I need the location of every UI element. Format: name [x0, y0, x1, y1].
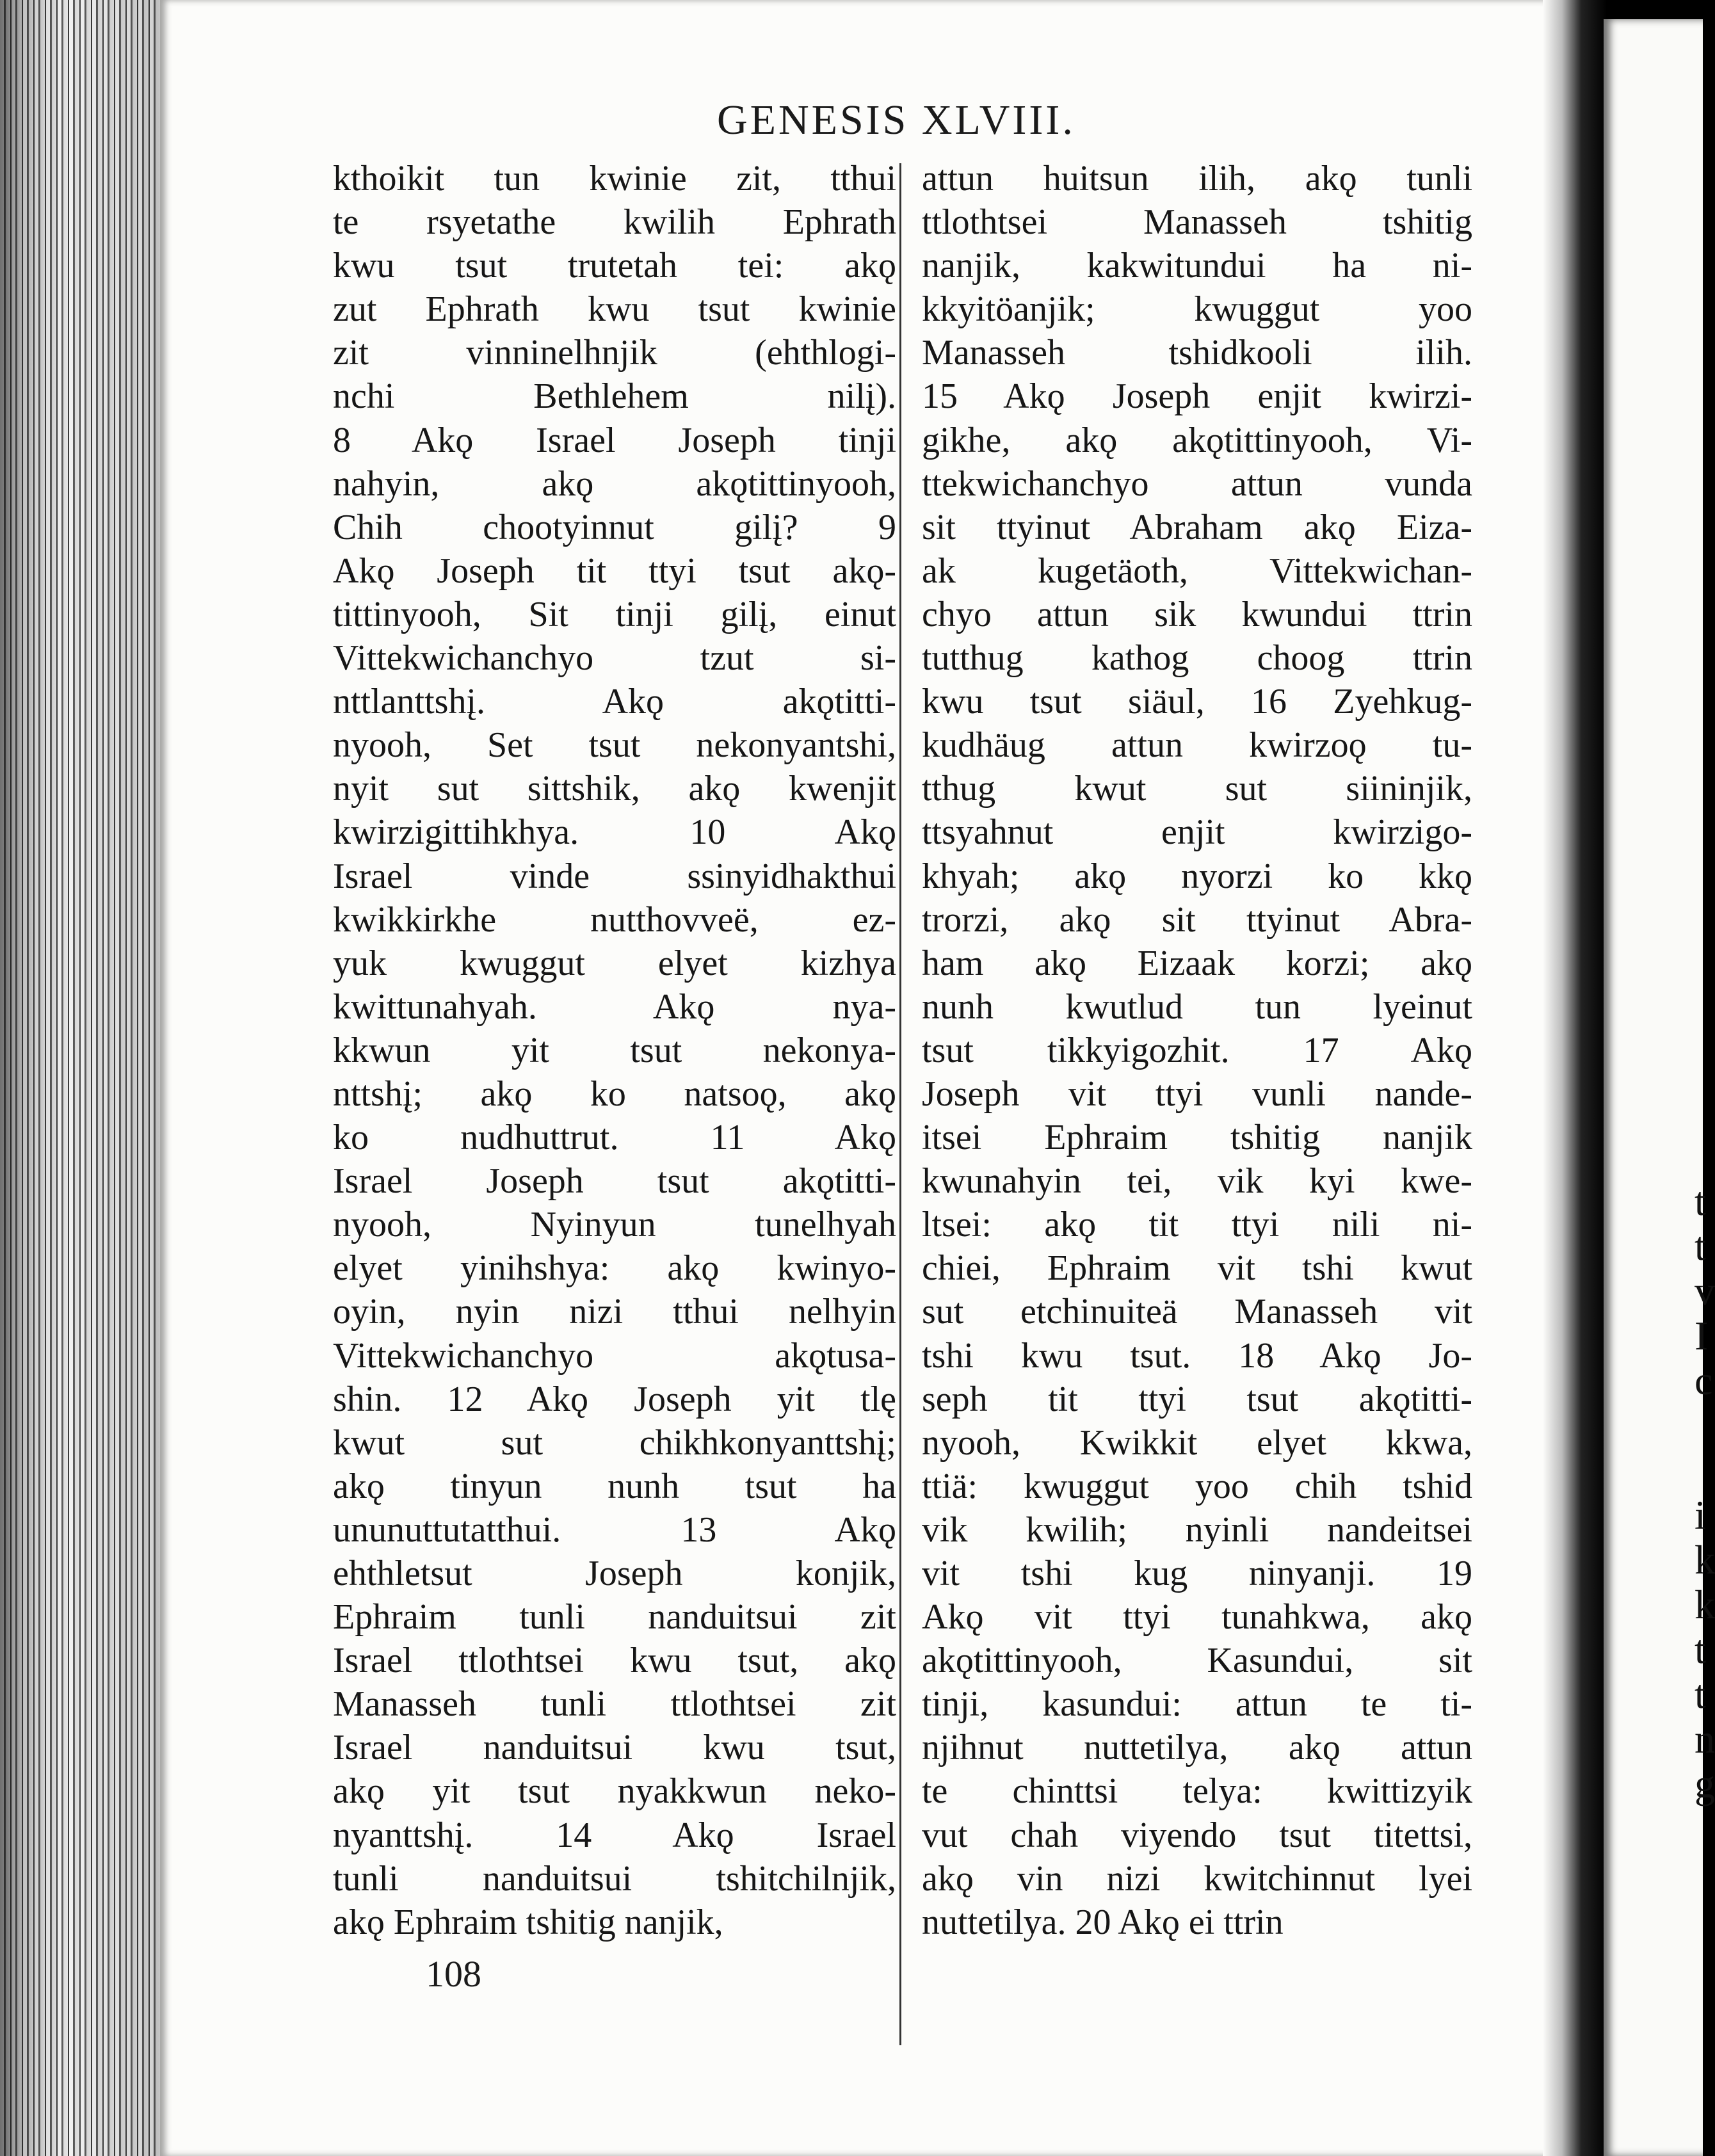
text-line: nttshį; akǫ ko natsoǫ, akǫ — [333, 1074, 896, 1114]
text-line: oyin, nyin nizi tthui nelhyin — [333, 1292, 896, 1332]
right-text-column — [922, 157, 1472, 1944]
text-line: shin. 12 Akǫ Joseph yit tlę — [333, 1379, 896, 1419]
text-line: kkwun yit tsut nekonya- — [333, 1030, 896, 1070]
text-line: ham akǫ Eizaak korzi; akǫ — [922, 943, 1472, 983]
text-line: ko nudhuttrut. 11 Akǫ — [333, 1118, 896, 1158]
text-line: Joseph vit ttyi vunli nande- — [922, 1074, 1472, 1114]
column-divider — [899, 163, 901, 2045]
text-line: trorzi, akǫ sit ttyinut Abra- — [922, 899, 1472, 940]
book-gutter — [1543, 0, 1607, 2156]
page-edges-shadow — [0, 0, 160, 2156]
text-line: nyanttshį. 14 Akǫ Israel — [333, 1815, 896, 1855]
text-line: vik kwilih; nyinli nandeitsei — [922, 1509, 1472, 1550]
text-line: nanjik, kakwitundui ha ni- — [922, 246, 1472, 286]
text-line: vut chah viyendo tsut titettsi, — [922, 1815, 1472, 1855]
text-line: elyet yinihshya: akǫ kwinyo- — [333, 1248, 896, 1289]
text-line: kthoikit tun kwinie zit, tthui — [333, 159, 896, 198]
text-line: Israel vinde ssinyidhakthui — [333, 856, 896, 896]
text-line: akǫ vin nizi kwitchinnut lyei — [922, 1858, 1472, 1899]
facing-page-letter: n — [1695, 1716, 1715, 1762]
text-line: tshi kwu tsut. 18 Akǫ Jo- — [922, 1335, 1472, 1376]
text-line: Israel Joseph tsut akǫtitti- — [333, 1161, 896, 1202]
text-line: Chih chootyinnut gilį? 9 — [333, 507, 896, 547]
text-line: ltsei: akǫ tit ttyi nili ni- — [922, 1205, 1472, 1245]
text-line: Manasseh tunli ttlothtsei zit — [333, 1684, 896, 1725]
running-head: GENESIS XLVIII. — [717, 97, 1075, 143]
text-line: Ephraim tunli nanduitsui zit — [333, 1597, 896, 1637]
facing-page-letter: t — [1695, 1179, 1706, 1224]
text-line: te rsyetathe kwilih Ephrath — [333, 202, 896, 243]
text-line: ttiä: kwuggut yoo chih tshid — [922, 1466, 1472, 1506]
text-line: njihnut nuttetilya, akǫ attun — [922, 1728, 1472, 1768]
page-number: 108 — [426, 1953, 481, 1995]
text-line: zit vinninelhnjik (ehthlogi- — [333, 333, 896, 373]
text-line: tittinyooh, Sit tinji gilį, einut — [333, 594, 896, 634]
text-line: 15 Akǫ Joseph enjit kwirzi- — [922, 376, 1472, 417]
text-line: ununuttutatthui. 13 Akǫ — [333, 1509, 896, 1550]
facing-page-letter: g — [1695, 1761, 1715, 1806]
text-line: sit ttyinut Abraham akǫ Eiza- — [922, 507, 1472, 547]
text-line: vit tshi kug ninyanji. 19 — [922, 1554, 1472, 1593]
facing-page-letter: c — [1695, 1358, 1713, 1403]
text-line: Akǫ Joseph tit ttyi tsut akǫ- — [333, 551, 896, 591]
text-line: nunh kwutlud tun lyeinut — [922, 986, 1472, 1027]
text-line: kwikkirkhe nutthovveë, ez- — [333, 899, 896, 940]
text-line: nyooh, Kwikkit elyet kkwa, — [922, 1422, 1472, 1463]
text-line: akǫtittinyooh, Kasundui, sit — [922, 1641, 1472, 1681]
facing-page-letter: i — [1695, 1492, 1706, 1538]
text-line: kwu tsut siäul, 16 Zyehkug- — [922, 682, 1472, 722]
text-line: akǫ Ephraim tshitig nanjik, — [333, 1902, 723, 1942]
text-line: itsei Ephraim tshitig nanjik — [922, 1118, 1472, 1158]
text-line: seph tit ttyi tsut akǫtitti- — [922, 1379, 1472, 1419]
text-line: 8 Akǫ Israel Joseph tinji — [333, 420, 896, 460]
text-line: Manasseh tshidkooli ilih. — [922, 333, 1472, 373]
text-line: kwittunahyah. Akǫ nya- — [333, 986, 896, 1027]
text-line: te chinttsi telya: kwittizyik — [922, 1771, 1472, 1812]
text-line: Israel ttlothtsei kwu tsut, akǫ — [333, 1641, 896, 1681]
text-line: kwunahyin tei, vik kyi kwe- — [922, 1161, 1472, 1202]
text-line: Vittekwichanchyo tzut si- — [333, 638, 896, 679]
text-line: ttekwichanchyo attun vunda — [922, 463, 1472, 504]
text-line: khyah; akǫ nyorzi ko kkǫ — [922, 856, 1472, 896]
text-line: ttsyahnut enjit kwirzigo- — [922, 812, 1472, 853]
text-line: ehthletsut Joseph konjik, — [333, 1554, 896, 1593]
facing-page-letter: I — [1695, 1313, 1709, 1358]
text-line: tsut tikkyigozhit. 17 Akǫ — [922, 1030, 1472, 1070]
facing-page-letter: v — [1695, 1268, 1715, 1314]
text-line: nahyin, akǫ akǫtittinyooh, — [333, 463, 896, 504]
text-line: akǫ tinyun nunh tsut ha — [333, 1466, 896, 1506]
facing-page-letter: k — [1695, 1582, 1715, 1627]
text-line: kwut sut chikhkonyanttshį; — [333, 1422, 896, 1463]
text-line: tthug kwut sut siininjik, — [922, 769, 1472, 809]
text-line: gikhe, akǫ akǫtittinyooh, Vi- — [922, 420, 1472, 460]
text-line: kudhäug attun kwirzoǫ tu- — [922, 725, 1472, 766]
text-line: kwirzigittihkhya. 10 Akǫ — [333, 812, 896, 853]
facing-page-letter: k — [1695, 1537, 1715, 1582]
text-line: kkyitöanjik; kwuggut yoo — [922, 289, 1472, 330]
left-text-column — [333, 157, 896, 1944]
text-line: Israel nanduitsui kwu tsut, — [333, 1728, 896, 1768]
text-line: tinji, kasundui: attun te ti- — [922, 1684, 1472, 1725]
text-line: ttlothtsei Manasseh tshitig — [922, 202, 1472, 243]
text-line: chiei, Ephraim vit tshi kwut — [922, 1248, 1472, 1289]
facing-page-edge — [1604, 19, 1715, 2156]
text-line: nchi Bethlehem nilį). — [333, 376, 896, 417]
text-line: tutthug kathog choog ttrin — [922, 638, 1472, 679]
facing-page-letter: t — [1695, 1671, 1706, 1717]
text-line: zut Ephrath kwu tsut kwinie — [333, 289, 896, 330]
text-line: sut etchinuiteä Manasseh vit — [922, 1292, 1472, 1332]
text-line: chyo attun sik kwundui ttrin — [922, 594, 1472, 634]
text-line: tunli nanduitsui tshitchilnjik, — [333, 1858, 896, 1899]
text-line: nyooh, Set tsut nekonyantshi, — [333, 725, 896, 766]
text-line: ak kugetäoth, Vittekwichan- — [922, 551, 1472, 591]
text-line: nttlanttshį. Akǫ akǫtitti- — [333, 682, 896, 722]
text-line: akǫ yit tsut nyakkwun neko- — [333, 1771, 896, 1812]
text-line: kwu tsut trutetah tei: akǫ — [333, 246, 896, 286]
text-line: nyit sut sittshik, akǫ kwenjit — [333, 769, 896, 809]
text-line: attun huitsun ilih, akǫ tunli — [922, 159, 1472, 198]
text-line: yuk kwuggut elyet kizhya — [333, 943, 896, 983]
text-line: Vittekwichanchyo akǫtusa- — [333, 1335, 896, 1376]
text-line: nuttetilya. 20 Akǫ ei ttrin — [922, 1902, 1284, 1942]
text-line: nyooh, Nyinyun tunelhyah — [333, 1205, 896, 1245]
facing-page-letter: t — [1695, 1627, 1706, 1672]
text-line: Akǫ vit ttyi tunahkwa, akǫ — [922, 1597, 1472, 1637]
facing-page-letter: t — [1695, 1223, 1706, 1269]
